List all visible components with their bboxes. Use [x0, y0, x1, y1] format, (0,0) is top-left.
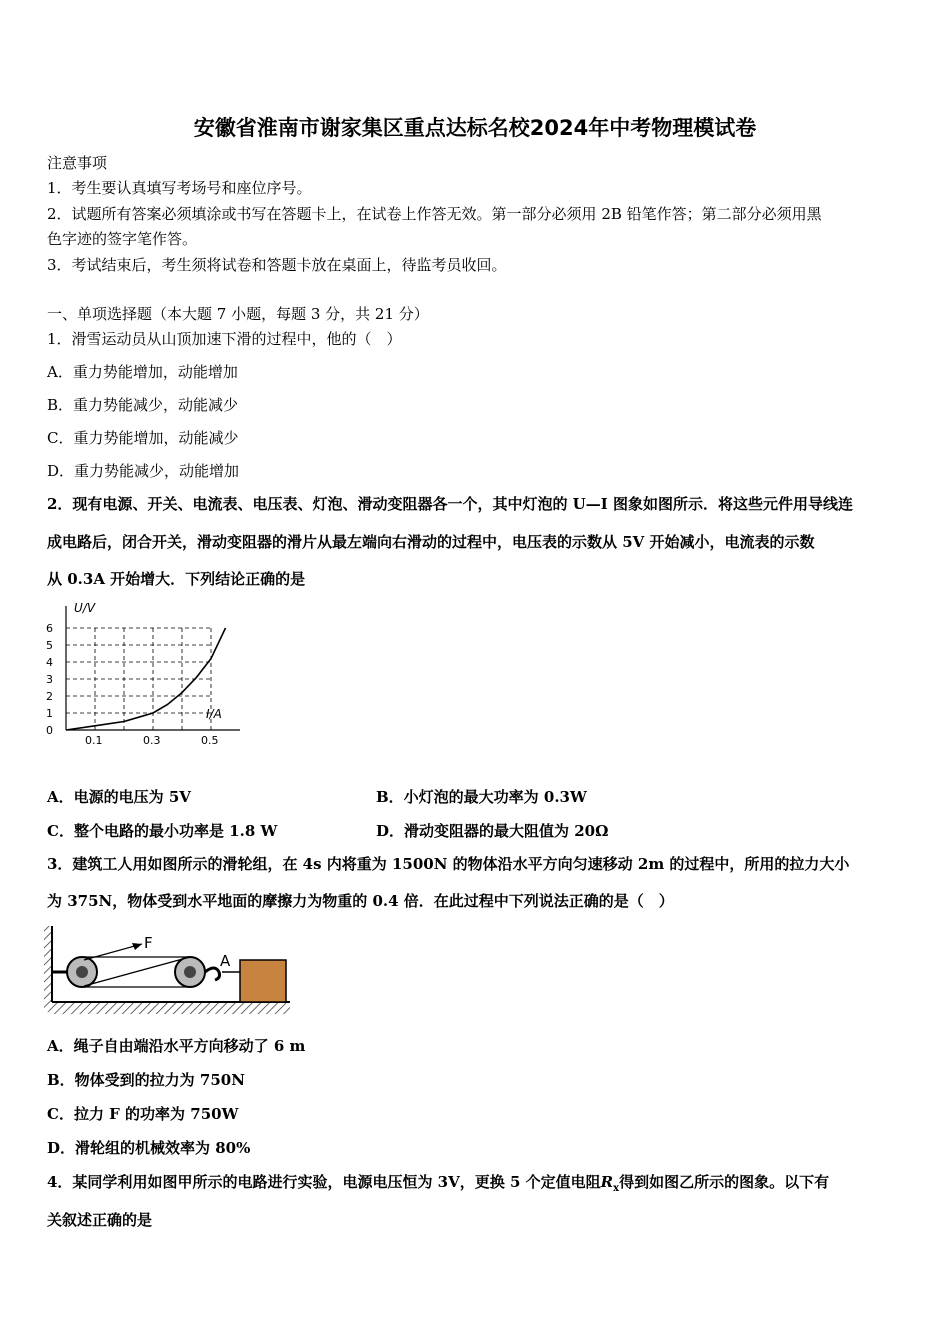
notice-item-3: 3．考试结束后，考生须将试卷和答题卡放在桌面上，待监考员收回。 — [47, 256, 507, 274]
hook-icon — [205, 968, 220, 980]
x-axis-label: I/A — [206, 707, 222, 721]
y-tick-label: 2 — [46, 690, 53, 703]
q1-option-b: B．重力势能减少，动能减少 — [47, 396, 239, 414]
x-tick-label: 0.5 — [201, 734, 219, 747]
section-heading: 一、单项选择题（本大题 7 小题，每题 3 分，共 21 分） — [47, 305, 429, 323]
pulley-figure — [44, 922, 290, 1018]
y-tick-label: 1 — [46, 707, 53, 720]
x-tick-label: 0.1 — [85, 734, 103, 747]
q1-option-d: D．重力势能减少，动能增加 — [47, 462, 240, 480]
q2-stem-line-3: 从 0.3A 开始增大．下列结论正确的是 — [47, 570, 306, 588]
q3-stem-line-2: 为 375N，物体受到水平地面的摩擦力为物重的 0.4 倍．在此过程中下列说法正确的是（ ） — [47, 892, 674, 910]
q4-stem-part-b: 得到如图乙所示的图象。以下有 — [619, 1173, 830, 1191]
notice-item-2: 2．试题所有答案必须填涂或书写在答题卡上，在试卷上作答无效。第一部分必须用 2B 铅笔作答；第二部分必须用黑 — [47, 205, 822, 223]
y-tick-label: 0 — [46, 724, 53, 737]
q4-stem-line-2: 关叙述正确的是 — [47, 1211, 153, 1229]
object-label: A — [220, 952, 231, 970]
q3-option-c: C．拉力 F 的功率为 750W — [47, 1105, 239, 1123]
movable-pulley-hub — [184, 966, 196, 978]
q1-option-a: A．重力势能增加，动能增加 — [47, 363, 238, 381]
rx-symbol: R — [600, 1173, 614, 1191]
q3-option-a: A．绳子自由端沿水平方向移动了 6 m — [47, 1037, 306, 1055]
q2-option-c: C．整个电路的最小功率是 1.8 W — [47, 822, 278, 840]
ui-graph — [40, 598, 280, 758]
q3-option-d: D．滑轮组的机械效率为 80% — [47, 1139, 251, 1157]
notice-item-1: 1．考生要认真填写考场号和座位序号。 — [47, 179, 312, 197]
q2-option-d: D．滑动变阻器的最大阻值为 20Ω — [376, 822, 609, 840]
page-title: 安徽省淮南市谢家集区重点达标名校2024年中考物理模试卷 — [193, 116, 757, 140]
notice-item-2-cont: 色字迹的签字笔作答。 — [47, 230, 198, 248]
q2-stem-line-1: 2．现有电源、开关、电流表、电压表、灯泡、滑动变阻器各一个，其中灯泡的 U—I 图象如图所示．将这些元件用导线连 — [47, 495, 853, 513]
rx-subscript: x — [613, 1183, 620, 1194]
block-a — [240, 960, 286, 1002]
q2-option-a: A．电源的电压为 5V — [47, 788, 191, 806]
chart-grid — [66, 628, 211, 730]
wall-hatch — [44, 926, 52, 1012]
y-axis-label: U/V — [74, 601, 96, 615]
q1-option-c: C．重力势能增加，动能减少 — [47, 429, 239, 447]
y-tick-label: 4 — [46, 656, 53, 669]
q4-stem-part-a: 4．某同学利用如图甲所示的电路进行实验，电源电压恒为 3V，更换 5 个定值电阻 — [47, 1173, 601, 1191]
q4-stem-line-1 — [47, 1171, 829, 1194]
q3-option-b: B．物体受到的拉力为 750N — [47, 1071, 245, 1089]
q2-option-b: B．小灯泡的最大功率为 0.3W — [376, 788, 587, 806]
q2-stem-line-2: 成电路后，闭合开关，滑动变阻器的滑片从最左端向右滑动的过程中，电压表的示数从 5V 开始减小，电流表的示数 — [47, 533, 815, 551]
y-tick-label: 6 — [46, 622, 53, 635]
fixed-pulley-hub — [76, 966, 88, 978]
force-label: F — [144, 934, 153, 952]
y-tick-label: 3 — [46, 673, 53, 686]
chart-x-ticks — [85, 734, 219, 747]
q3-stem-line-1: 3．建筑工人用如图所示的滑轮组，在 4s 内将重为 1500N 的物体沿水平方向匀速移动 2m 的过程中，所用的拉力大小 — [47, 855, 850, 873]
x-tick-label: 0.3 — [143, 734, 161, 747]
y-tick-label: 5 — [46, 639, 53, 652]
ground-hatch — [52, 1002, 290, 1014]
notice-heading: 注意事项 — [47, 154, 108, 172]
chart-y-ticks — [46, 622, 53, 737]
q1-stem: 1．滑雪运动员从山顶加速下滑的过程中，他的（ ） — [47, 330, 402, 348]
force-arrowhead-icon — [132, 943, 142, 950]
